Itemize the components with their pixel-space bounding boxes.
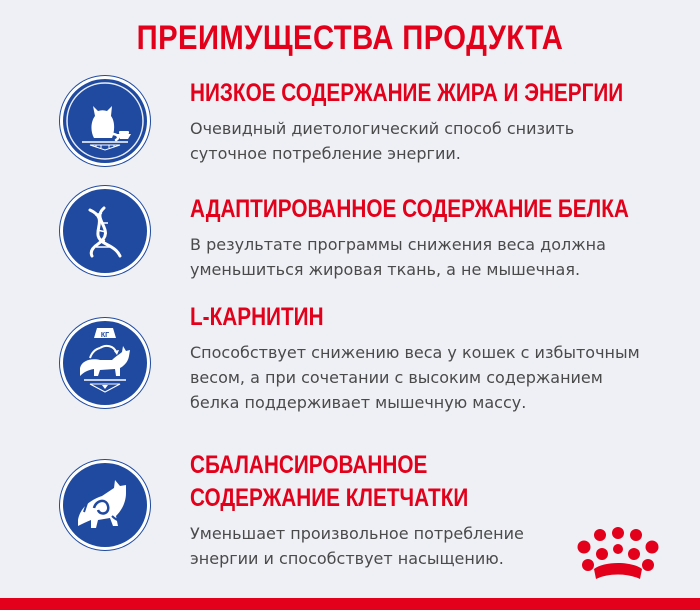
benefit-title: L-КАРНИТИН xyxy=(190,303,324,331)
benefit-title: СБАЛАНСИРОВАННОЕ xyxy=(190,451,428,479)
cat-weight-icon xyxy=(60,318,150,408)
benefit-title: АДАПТИРОВАННОЕ СОДЕРЖАНИЕ БЕЛКА xyxy=(190,195,629,223)
benefit-description-line: весом, а при сочетании с высоким содержанием xyxy=(190,368,603,387)
benefit-description-line: Очевидный диетологический способ снизить xyxy=(190,119,575,138)
cat-bowl-icon xyxy=(60,76,150,166)
benefit-description-line: белка поддерживает мышечную массу. xyxy=(190,393,527,412)
bottom-accent-bar xyxy=(0,598,700,610)
benefit-description-line: В результате программы снижения веса должна xyxy=(190,235,606,254)
benefit-description-line: уменьшиться жировая ткань, а не мышечная. xyxy=(190,260,581,279)
benefit-description-line: суточное потребление энергии. xyxy=(190,144,461,163)
benefit-title: СОДЕРЖАНИЕ КЛЕТЧАТКИ xyxy=(190,484,469,512)
benefit-description-line: энергии и способствует насыщению. xyxy=(190,549,504,568)
benefit-description-line: Уменьшает произвольное потребление xyxy=(190,524,524,543)
cat-digestion-icon xyxy=(60,460,150,550)
royal-crown-logo xyxy=(570,527,666,581)
weight-badge-text: КГ xyxy=(100,332,110,339)
benefit-title: НИЗКОЕ СОДЕРЖАНИЕ ЖИРА И ЭНЕРГИИ xyxy=(190,79,624,107)
dna-helix-icon xyxy=(60,186,150,276)
page-title: ПРЕИМУЩЕСТВА ПРОДУКТА xyxy=(136,18,564,57)
benefit-description-line: Способствует снижению веса у кошек с избыточным xyxy=(190,343,640,362)
